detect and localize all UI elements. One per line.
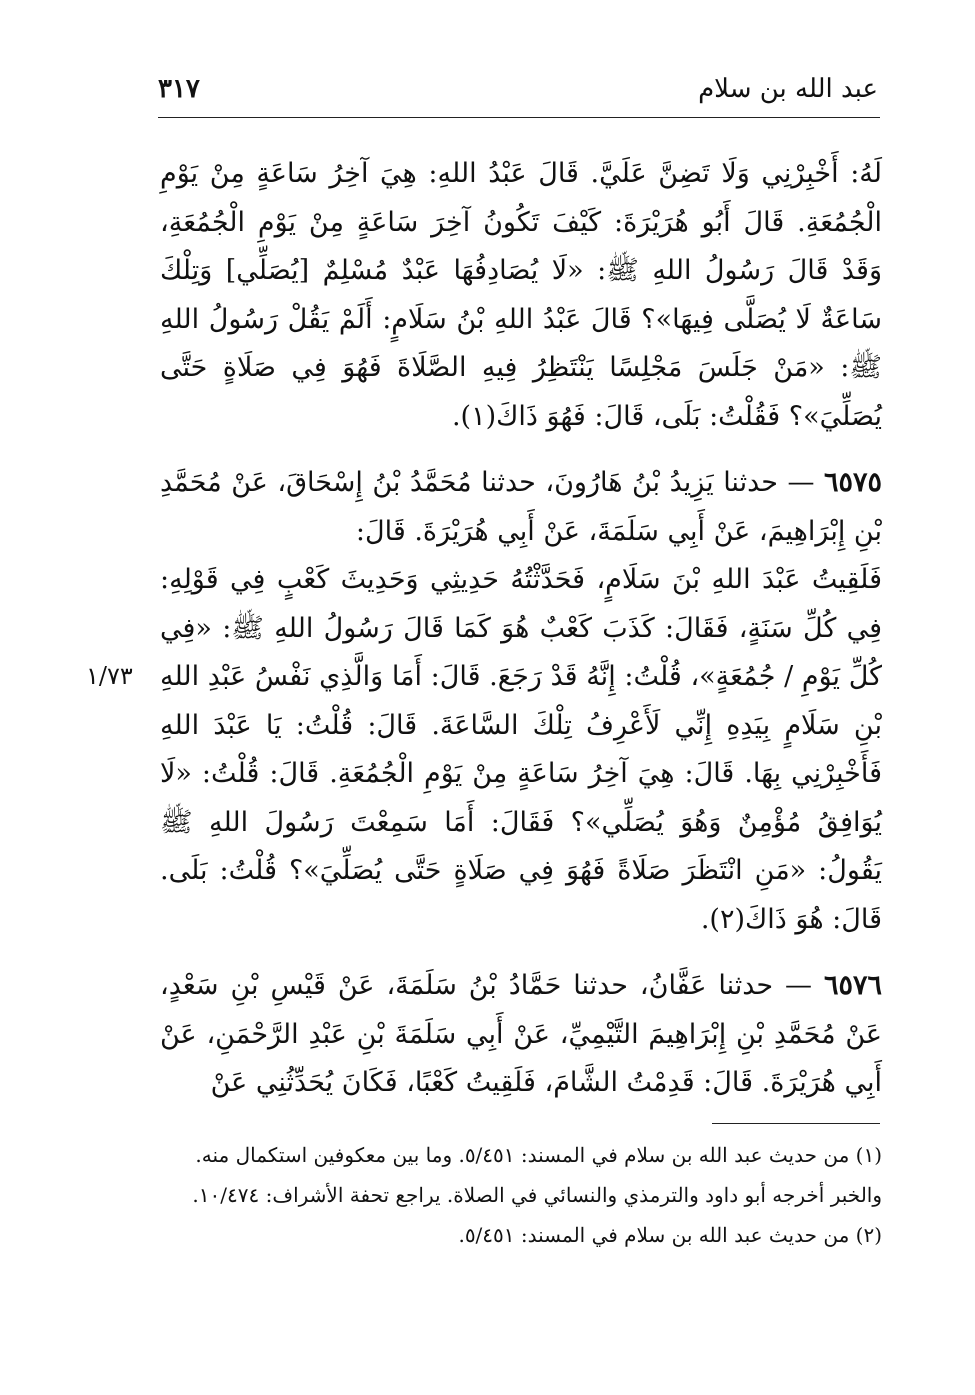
margin-reference: ١/٧٣ xyxy=(86,662,133,690)
page-number: ٣١٧ xyxy=(158,74,200,104)
hadith-6575-chain: — حدثنا يَزِيدُ بْنُ هَارُونَ، حدثنا مُحَمَّدُ بْنُ إِسْحَاقَ، عَنْ مُحَمَّدِ بْنِ إِبْرَاهِيمَ، عَنْ أَبِي سَلَمَةَ، عَنْ أَبِي هُرَيْرَةَ. قَالَ: xyxy=(160,467,882,547)
header-title: عبد الله بن سلام xyxy=(698,74,878,104)
footnote-1-continued: والخبر أخرجه أبو داود والترمذي والنسائي في الصلاة. يراجع تحفة الأشراف: ١٠/٤٧٤. xyxy=(192,1183,882,1207)
hadith-6576-text: — حدثنا عَفَّانُ، حدثنا حَمَّادُ بْنُ سَلَمَةَ، عَنْ قَيْسِ بْنِ سَعْدٍ، عَنْ مُحَمَّدِ بْنِ إِبْرَاهِيمَ التَّيْمِيِّ، عَنْ أَبِي سَلَمَةَ بْنِ عَبْدِ الرَّحْمَنِ، عَنْ أَبِي هُرَيْرَةَ. قَالَ: قَدِمْتُ الشَّامَ، فَلَقِيتُ كَعْبًا، فَكَانَ يُحَدِّثُنِي عَنْ xyxy=(160,970,882,1098)
footnotes xyxy=(160,1138,882,1258)
hadith-number-6575: ٦٥٧٥ xyxy=(823,467,882,498)
footnote-rule xyxy=(712,1123,880,1124)
main-text xyxy=(160,150,882,1108)
paragraph-continuation: لَهُ: أَخْبِرْنِي وَلَا تَضِنَّ عَلَيَّ. قَالَ عَبْدُ اللهِ: هِيَ آخِرُ سَاعَةٍ مِنْ يَوْمِ الْجُمُعَةِ. قَالَ أَبُو هُرَيْرَةَ: كَيْفَ تَكُونُ آخِرَ سَاعَةٍ مِنْ يَوْمِ الْجُمُعَةِ، وَقَدْ قَالَ رَسُولُ اللهِ ﷺ: «لَا يُصَادِفُهَا عَبْدٌ مُسْلِمٌ [يُصَلِّي] وَتِلْكَ سَاعَةٌ لَا يُصَلَّى فِيهَا»؟ قَالَ عَبْدُ اللهِ بْنُ سَلَامٍ: أَلَمْ يَقُلْ رَسُولُ اللهِ ﷺ: «مَنْ جَلَسَ مَجْلِسًا يَنْتَظِرُ فِيهِ الصَّلَاةَ فَهُوَ فِي صَلَاةٍ حَتَّى يُصَلِّيَ»؟ فَقُلْتُ: بَلَى، قَالَ: فَهُوَ ذَاكَ(١). xyxy=(160,158,882,432)
footnote-1: (١) من حديث عبد الله بن سلام في المسند: ٥/٤٥١. وما بين معكوفين استكمال منه. xyxy=(195,1143,882,1167)
running-header xyxy=(158,72,878,116)
footnote-2: (٢) من حديث عبد الله بن سلام في المسند: ٥/٤٥١. xyxy=(458,1223,882,1247)
hadith-6576 xyxy=(160,962,882,1108)
hadith-6575-text: فَلَقِيتُ عَبْدَ اللهِ بْنَ سَلَامٍ، فَحَدَّثْتُهُ حَدِيثِي وَحَدِيثَ كَعْبٍ فِي قَوْلِهِ: فِي كُلِّ سَنَةٍ، فَقَالَ: كَذَبَ كَعْبٌ هُوَ كَمَا قَالَ رَسُولُ اللهِ ﷺ: «فِي كُلِّ يَوْمِ / جُمُعَةٍ»، قُلْتُ: إِنَّهُ قَدْ رَجَعَ. قَالَ: أَمَا وَالَّذِي نَفْسُ عَبْدِ اللهِ بْنِ سَلَامٍ بِيَدِهِ إِنِّي لَأَعْرِفُ تِلْكَ السَّاعَةَ. قَالَ: قُلْتُ: يَا عَبْدَ اللهِ فَأَخْبِرْنِي بِهَا. قَالَ: هِيَ آخِرُ سَاعَةٍ مِنْ يَوْمِ الْجُمُعَةِ. قَالَ: قُلْتُ: «لَا يُوَافِقُ مُؤْمِنٌ وَهُوَ يُصَلِّي»؟ فَقَالَ: أَمَا سَمِعْتَ رَسُولَ اللهِ ﷺ يَقُولُ: «مَنِ انْتَظَرَ صَلَاةً فَهُوَ فِي صَلَاةٍ حَتَّى يُصَلِّيَ»؟ قُلْتُ: بَلَى. قَالَ: هُوَ ذَاكَ(٢). xyxy=(160,564,882,935)
hadith-6575-isnad xyxy=(160,459,882,556)
hadith-number-6576: ٦٥٧٦ xyxy=(823,970,882,1001)
header-rule xyxy=(158,117,880,118)
